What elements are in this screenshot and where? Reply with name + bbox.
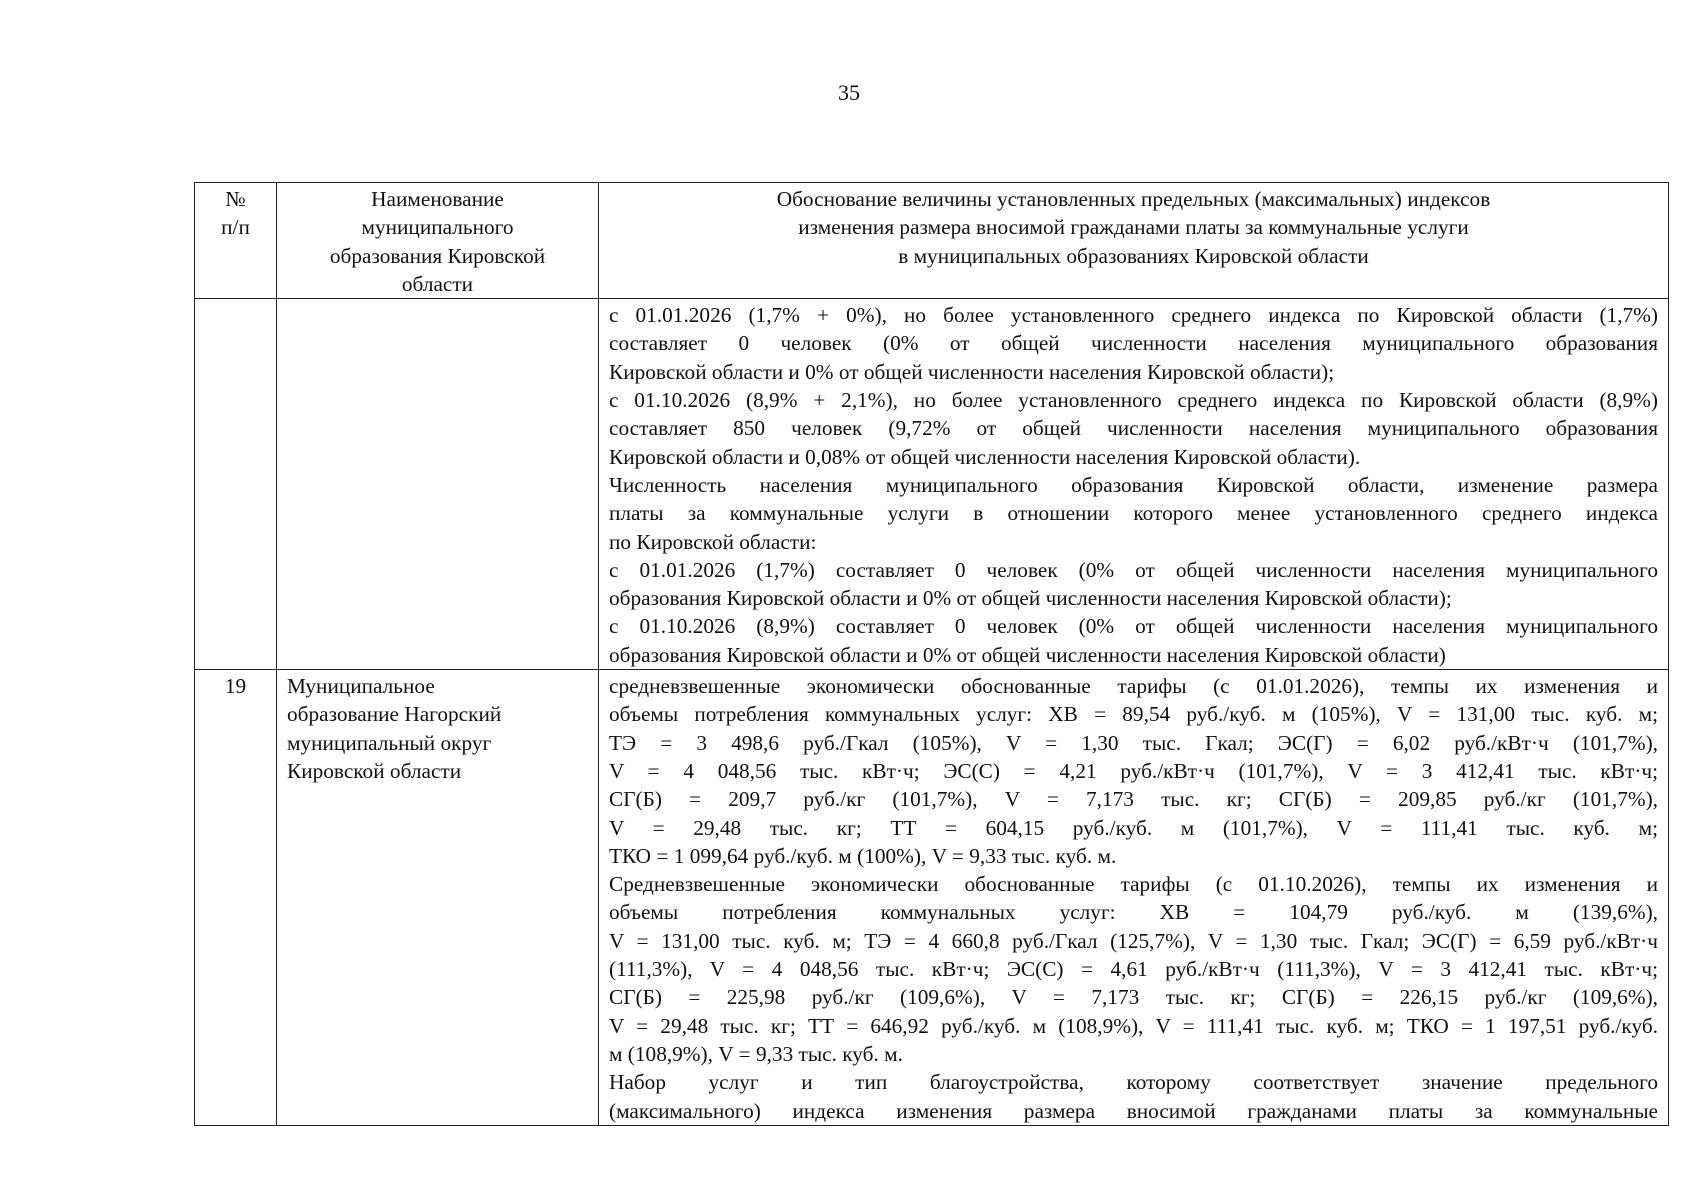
text-line: с 01.10.2026 (8,9% + 2,1%), но более установленного среднего индекса по Кировской области (8,9%) <box>609 388 1658 413</box>
header-number-line: № <box>225 187 246 211</box>
text-line: образования Кировской области и 0% от общей численности населения Кировской области) <box>609 642 1446 667</box>
row-justification <box>599 670 1669 1126</box>
text-line: V = 29,48 тыс. кг; ТТ = 604,15 руб./куб. м (101,7%), V = 111,41 тыс. куб. м; <box>609 815 1658 840</box>
text-line: (максимального) индекса изменения размера вносимой гражданами платы за коммунальные <box>609 1098 1658 1123</box>
header-justification <box>599 183 1669 299</box>
text-line: Численность населения муниципального образования Кировской области, изменение размера <box>609 472 1658 497</box>
table-row <box>195 670 1669 1126</box>
table-header-row <box>195 183 1669 299</box>
text-line: ТКО = 1 099,64 руб./куб. м (100%), V = 9,33 тыс. куб. м. <box>609 843 1117 868</box>
header-justification-line: Обоснование величины установленных предельных (максимальных) индексов <box>776 187 1491 211</box>
text-line: Средневзвешенные экономически обоснованные тарифы (с 01.10.2026), темпы их изменения и <box>609 872 1658 897</box>
text-line: Набор услуг и тип благоустройства, которому соответствует значение предельного <box>609 1070 1658 1095</box>
row-justification <box>599 299 1669 670</box>
text-line: образования Кировской области и 0% от общей численности населения Кировской области); <box>609 586 1452 611</box>
page-number: 35 <box>838 80 860 105</box>
text-line: V = 29,48 тыс. кг; ТТ = 646,92 руб./куб. м (108,9%), V = 111,41 тыс. куб. м; ТКО = 1 197,51 руб./куб. <box>609 1013 1658 1038</box>
text-line: (111,3%), V = 4 048,56 тыс. кВт·ч; ЭС(С) = 4,61 руб./кВт·ч (111,3%), V = 3 412,41 тыс. кВт·ч; <box>609 957 1658 982</box>
text-line: платы за коммунальные услуги в отношении которого менее установленного среднего индекса <box>609 501 1658 526</box>
text-line: по Кировской области: <box>609 529 817 554</box>
header-name-line: образования Кировской <box>329 243 546 268</box>
municipality-name-line: муниципальный округ <box>287 730 492 755</box>
text-line: объемы потребления коммунальных услуг: ХВ = 104,79 руб./куб. м (139,6%), <box>609 900 1658 925</box>
table-row <box>195 299 1669 670</box>
municipality-name-line: образование Нагорский <box>287 702 502 727</box>
row-number: 19 <box>195 670 277 1126</box>
text-line: Кировской области и 0% от общей численности населения Кировской области); <box>609 359 1335 384</box>
row-municipality <box>277 670 599 1126</box>
text-line: с 01.01.2026 (1,7%) составляет 0 человек (0% от общей численности населения муниципального <box>609 557 1658 582</box>
text-line: V = 131,00 тыс. куб. м; ТЭ = 4 660,8 руб./Гкал (125,7%), V = 1,30 тыс. Гкал; ЭС(Г) = 6,59 руб./кВт·ч <box>609 928 1658 953</box>
text-line: с 01.01.2026 (1,7% + 0%), но более установленного среднего индекса по Кировской области (1,7%) <box>609 303 1658 328</box>
text-line: составляет 850 человек (9,72% от общей численности населения муниципального образования <box>609 416 1658 441</box>
municipality-name-line: Кировской области <box>287 758 462 783</box>
header-municipality-name <box>277 183 599 299</box>
text-line: СГ(Б) = 225,98 руб./кг (109,6%), V = 7,173 тыс. кг; СГ(Б) = 226,15 руб./кг (109,6%), <box>609 985 1658 1010</box>
text-line: объемы потребления коммунальных услуг: ХВ = 89,54 руб./куб. м (105%), V = 131,00 тыс. куб. м; <box>609 702 1658 727</box>
row-number <box>195 299 277 670</box>
text-line: составляет 0 человек (0% от общей численности населения муниципального образования <box>609 331 1658 356</box>
text-line: м (108,9%), V = 9,33 тыс. куб. м. <box>609 1041 903 1066</box>
text-line: СГ(Б) = 209,7 руб./кг (101,7%), V = 7,173 тыс. кг; СГ(Б) = 209,85 руб./кг (101,7%), <box>609 787 1658 812</box>
header-number <box>195 183 277 299</box>
text-line: Кировской области и 0,08% от общей численности населения Кировской области). <box>609 444 1361 469</box>
header-name-line: муниципального <box>361 215 514 240</box>
header-justification-line: изменения размера вносимой гражданами платы за коммунальные услуги <box>798 215 1469 240</box>
row-municipality <box>277 299 599 670</box>
text-line: V = 4 048,56 тыс. кВт·ч; ЭС(С) = 4,21 руб./кВт·ч (101,7%), V = 3 412,41 тыс. кВт·ч; <box>609 758 1658 783</box>
text-line: с 01.10.2026 (8,9%) составляет 0 человек (0% от общей численности населения муниципального <box>609 614 1658 639</box>
text-line: средневзвешенные экономически обоснованные тарифы (с 01.01.2026), темпы их изменения и <box>609 674 1658 699</box>
header-number-line: п/п <box>221 215 250 240</box>
header-name-line: области <box>401 271 474 296</box>
tariff-justification-table <box>194 182 1669 1126</box>
header-justification-line: в муниципальных образованиях Кировской области <box>898 243 1369 268</box>
text-line: ТЭ = 3 498,6 руб./Гкал (105%), V = 1,30 тыс. Гкал; ЭС(Г) = 6,02 руб./кВт·ч (101,7%), <box>609 730 1658 755</box>
municipality-name-line: Муниципальное <box>287 674 435 699</box>
header-name-line: Наименование <box>371 187 504 211</box>
